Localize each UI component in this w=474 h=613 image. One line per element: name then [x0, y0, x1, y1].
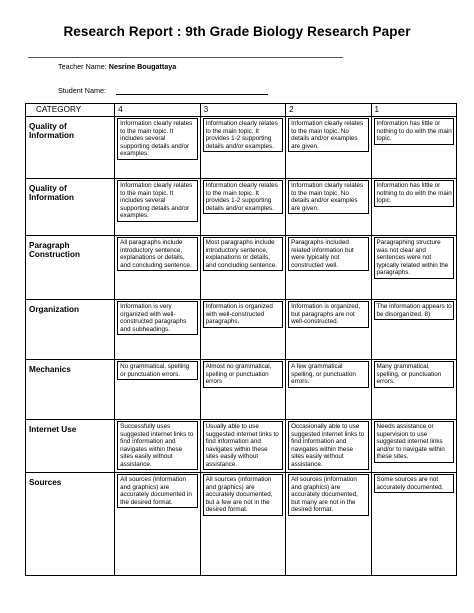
rubric-cell-text: Information is organized, but paragraphs are not well-constructed. — [288, 301, 368, 328]
rubric-cell — [115, 360, 200, 420]
teacher-name-line — [58, 62, 176, 71]
rubric-cell-text: Some sources are not accurately documented. — [374, 474, 454, 493]
column-header-category: CATEGORY — [26, 104, 115, 117]
table-header-row — [26, 104, 457, 117]
page-title: Research Report : 9th Grade Biology Research Paper — [63, 24, 411, 39]
rubric-table — [25, 103, 457, 576]
rubric-cell — [286, 420, 371, 473]
rubric-cell — [286, 300, 371, 360]
teacher-name-label: Teacher Name: — [58, 62, 107, 71]
row-category: Quality of Information — [26, 117, 115, 179]
row-category: Internet Use — [26, 420, 115, 473]
rubric-cell-text: All sources (information and graphics) are accurately documented, but a few are not in the desired format. — [203, 474, 283, 516]
rubric-cell-text: No grammatical, spelling or punctuation errors. — [117, 361, 197, 380]
rubric-cell-text: Paragraphs included related information but were typically not constructed well. — [288, 237, 368, 271]
rubric-cell — [286, 360, 371, 420]
row-category: Paragraph Construction — [26, 236, 115, 300]
row-category: Quality of Information — [26, 179, 115, 236]
student-name-label: Student Name: — [58, 86, 106, 95]
rubric-cell-text: All paragraphs include introductory sentence, explanations or details, and concluding sentence. — [117, 237, 197, 271]
rubric-cell — [200, 300, 285, 360]
rubric-cell-text: Information has little or nothing to do with the main topic. — [374, 180, 454, 207]
table-row — [26, 236, 457, 300]
rubric-cell-text: Information clearly relates to the main topic. It provides 1-2 supporting details and/or examples. — [203, 118, 283, 152]
rubric-cell — [286, 473, 371, 576]
rubric-cell — [200, 179, 285, 236]
table-row — [26, 179, 457, 236]
rubric-cell-text: Usually able to use suggested internet links to find information and navigates within these sites easily without assistance. — [203, 421, 283, 470]
rubric-cell-text: Occasionally able to use suggested internet links to find information and navigates within these sites easily without assistance. — [288, 421, 368, 470]
rubric-cell-text: Information is organized with well-constructed paragraphs. — [203, 301, 283, 328]
rubric-cell — [371, 420, 456, 473]
rubric-cell — [115, 473, 200, 576]
rubric-cell — [286, 117, 371, 179]
rubric-cell — [371, 360, 456, 420]
table-row — [26, 360, 457, 420]
table-row — [26, 117, 457, 179]
rubric-cell-text: Information has little or nothing to do with the main topic. — [374, 118, 454, 145]
table-row — [26, 420, 457, 473]
rubric-cell — [371, 473, 456, 576]
rubric-cell-text: Successfully uses suggested internet links to find information and navigates within these sites easily without assistance. — [117, 421, 197, 470]
rubric-cell — [371, 117, 456, 179]
student-name-field[interactable] — [116, 94, 268, 95]
row-category: Sources — [26, 473, 115, 576]
row-category: Mechanics — [26, 360, 115, 420]
rubric-cell — [286, 179, 371, 236]
rubric-cell — [115, 236, 200, 300]
rubric-cell — [200, 420, 285, 473]
table-row — [26, 300, 457, 360]
rubric-cell-text: Most paragraphs include introductory sentence, explanations or details, and concluding sentence. — [203, 237, 283, 271]
rubric-cell-text: Information clearly relates to the main topic. It provides 1-2 supporting details and/or examples. — [203, 180, 283, 214]
table-row — [26, 473, 457, 576]
rubric-cell-text: The information appears to be disorganized. 8) — [374, 301, 454, 320]
rubric-cell — [371, 300, 456, 360]
rubric-cell — [115, 300, 200, 360]
rubric-cell — [200, 473, 285, 576]
rubric-cell — [371, 179, 456, 236]
rubric-cell-text: Information is very organized with well-constructed paragraphs and subheadings. — [117, 301, 197, 335]
row-category: Organization — [26, 300, 115, 360]
rubric-cell-text: Information clearly relates to the main topic. No details and/or examples are given. — [288, 180, 368, 214]
rubric-cell — [115, 117, 200, 179]
rubric-cell-text: Many grammatical, spelling, or punctuation errors. — [374, 361, 454, 388]
column-header-score-1: 1 — [371, 104, 456, 117]
column-header-score-3: 3 — [200, 104, 285, 117]
rubric-cell-text: All sources (information and graphics) are accurately documented in the desired format. — [117, 474, 197, 508]
column-header-score-2: 2 — [286, 104, 371, 117]
rubric-cell-text: Information clearly relates to the main topic. No details and/or examples are given. — [288, 118, 368, 152]
rubric-cell-text: Paragraphing structure was not clear and sentences were not typically related within the paragraphs. — [374, 237, 454, 279]
rubric-cell — [115, 420, 200, 473]
rubric-cell — [115, 179, 200, 236]
rubric-cell-text: Information clearly relates to the main topic. It includes several supporting details and/or examples. — [117, 118, 197, 160]
rubric-cell-text: A few grammatical spelling, or punctuation errors. — [288, 361, 368, 388]
rubric-cell-text: All sources (information and graphics) are accurately documented, but many are not in the desired format. — [288, 474, 368, 516]
rubric-cell — [200, 360, 285, 420]
title-divider — [28, 57, 343, 58]
rubric-cell-text: Needs assistance or supervision to use suggested internet links and/or to navigate within these sites. — [374, 421, 454, 463]
teacher-name-value: Nesrine Bougattaya — [108, 62, 177, 71]
rubric-cell — [371, 236, 456, 300]
rubric-cell — [200, 236, 285, 300]
rubric-cell-text: Almost no grammatical, spelling or punctuation errors — [203, 361, 283, 388]
rubric-cell — [286, 236, 371, 300]
rubric-cell-text: Information clearly relates to the main topic. It includes several supporting details and/or examples. — [117, 180, 197, 222]
rubric-cell — [200, 117, 285, 179]
column-header-score-4: 4 — [115, 104, 200, 117]
